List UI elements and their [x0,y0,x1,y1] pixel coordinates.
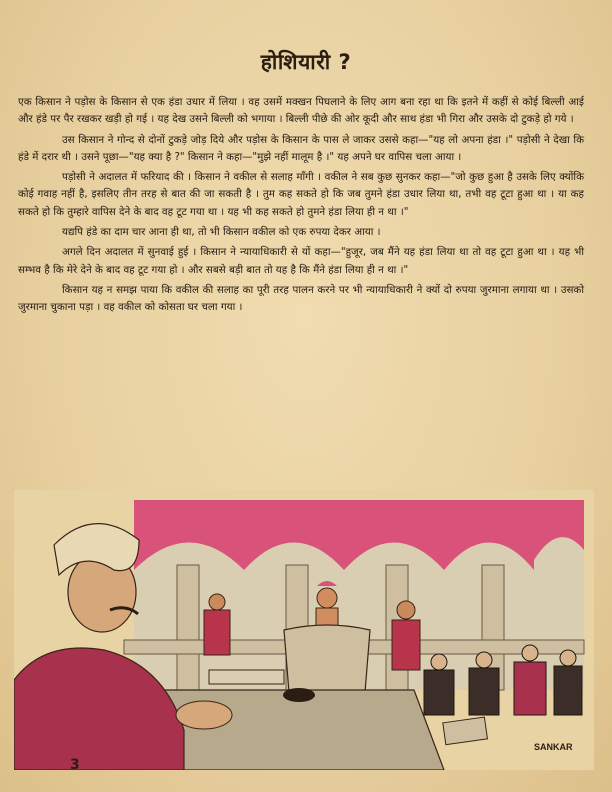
guard-head [209,594,225,610]
person-head [431,654,447,670]
person-head [560,650,576,666]
artist-signature: SANKAR [534,742,573,752]
person-head [522,645,538,661]
person [424,670,454,715]
page-number: 3 [70,757,80,773]
guard [392,620,420,670]
paragraph: उस किसान ने गोन्द से दोनों टुकड़े जोड़ दिये और पड़ोस के किसान के पास ले जाकर उससे कहा—"यह लो अपना हंडा ।" पड़ोसी ने देखा कि हंडे में दरार थी । उसने पूछा—"यह क्या है ?" किसान ने कहा—"मुझे नहीं मालूम है ।" यह अपने घर वापिस चला आया । [18,133,584,163]
judge-hand [176,701,232,729]
person [514,662,546,715]
courtroom-illustration [14,490,594,770]
person [469,668,499,715]
guard [204,610,230,655]
paragraph: अगले दिन अदालत में सुनवाई हुई । किसान ने न्यायाधिकारी से यों कहा—"हुजूर, जब मैंने यह हंडा लिया था तो वह टूटा हुआ था । यह भी सम्भव है कि मेरे देने के बाद वह टूट गया हो । और सबसे बड़ी बात तो यह है कि मैंने हंडा लिया ही न था ।" [18,246,584,276]
paragraph: पड़ोसी ने अदालत में फरियाद की । किसान ने वकील से सलाह माँगी । वकील ने सब कुछ सुनकर कहा—"जो कुछ हुआ है उसके लिए क्योंकि कोई गवाह नहीं है, इसलिए तीन तरह से बात की जा सकती है । तुम कह सकते हो कि जब तुमने हंडा उधार लिया था, तभी वह टूटा हुआ था । या कह सकते हो कि तुम्हारे वापिस देने के बाद वह टूट गया था । यह भी कह सकते हो तुमने हंडा लिया ही न था ।" [18,171,584,218]
person [554,666,582,715]
paragraph: किसान यह न समझ पाया कि वकील की सलाह का पूरी तरह पालन करने पर भी न्यायाधिकारी ने क्यों दो रुपया जुरमाना लगाया था । उसको जुरमाना चुकाना पड़ा । वह वकील को कोसता घर चला गया । [18,283,584,314]
inkpot [283,688,315,702]
story-body [18,94,584,320]
paragraph: यद्यपि हंडे का दाम चार आना ही था, तो भी किसान वकील को एक रुपया देकर आया । [62,226,381,239]
defendant-head [317,588,337,608]
guard-head [397,601,415,619]
book-stack [209,670,284,684]
person-head [476,652,492,668]
paragraph: एक किसान ने पड़ोस के किसान से एक हंडा उधार में लिया । वह उसमें मक्खन पिघलाने के लिए आग बना रहा था कि इतने में कहीं से कोई बिल्ली आई और हंडे पर पैर रखकर खड़ी हो गई । यह देख उसने बिल्ली को भगाया । बिल्ली पीछे की ओर कूदी और साथ हंडा भी गिरा और उसके दो टुकड़े हो गये । [18,96,584,126]
story-title: होशियारी ? [260,50,352,74]
pillar [177,565,199,690]
